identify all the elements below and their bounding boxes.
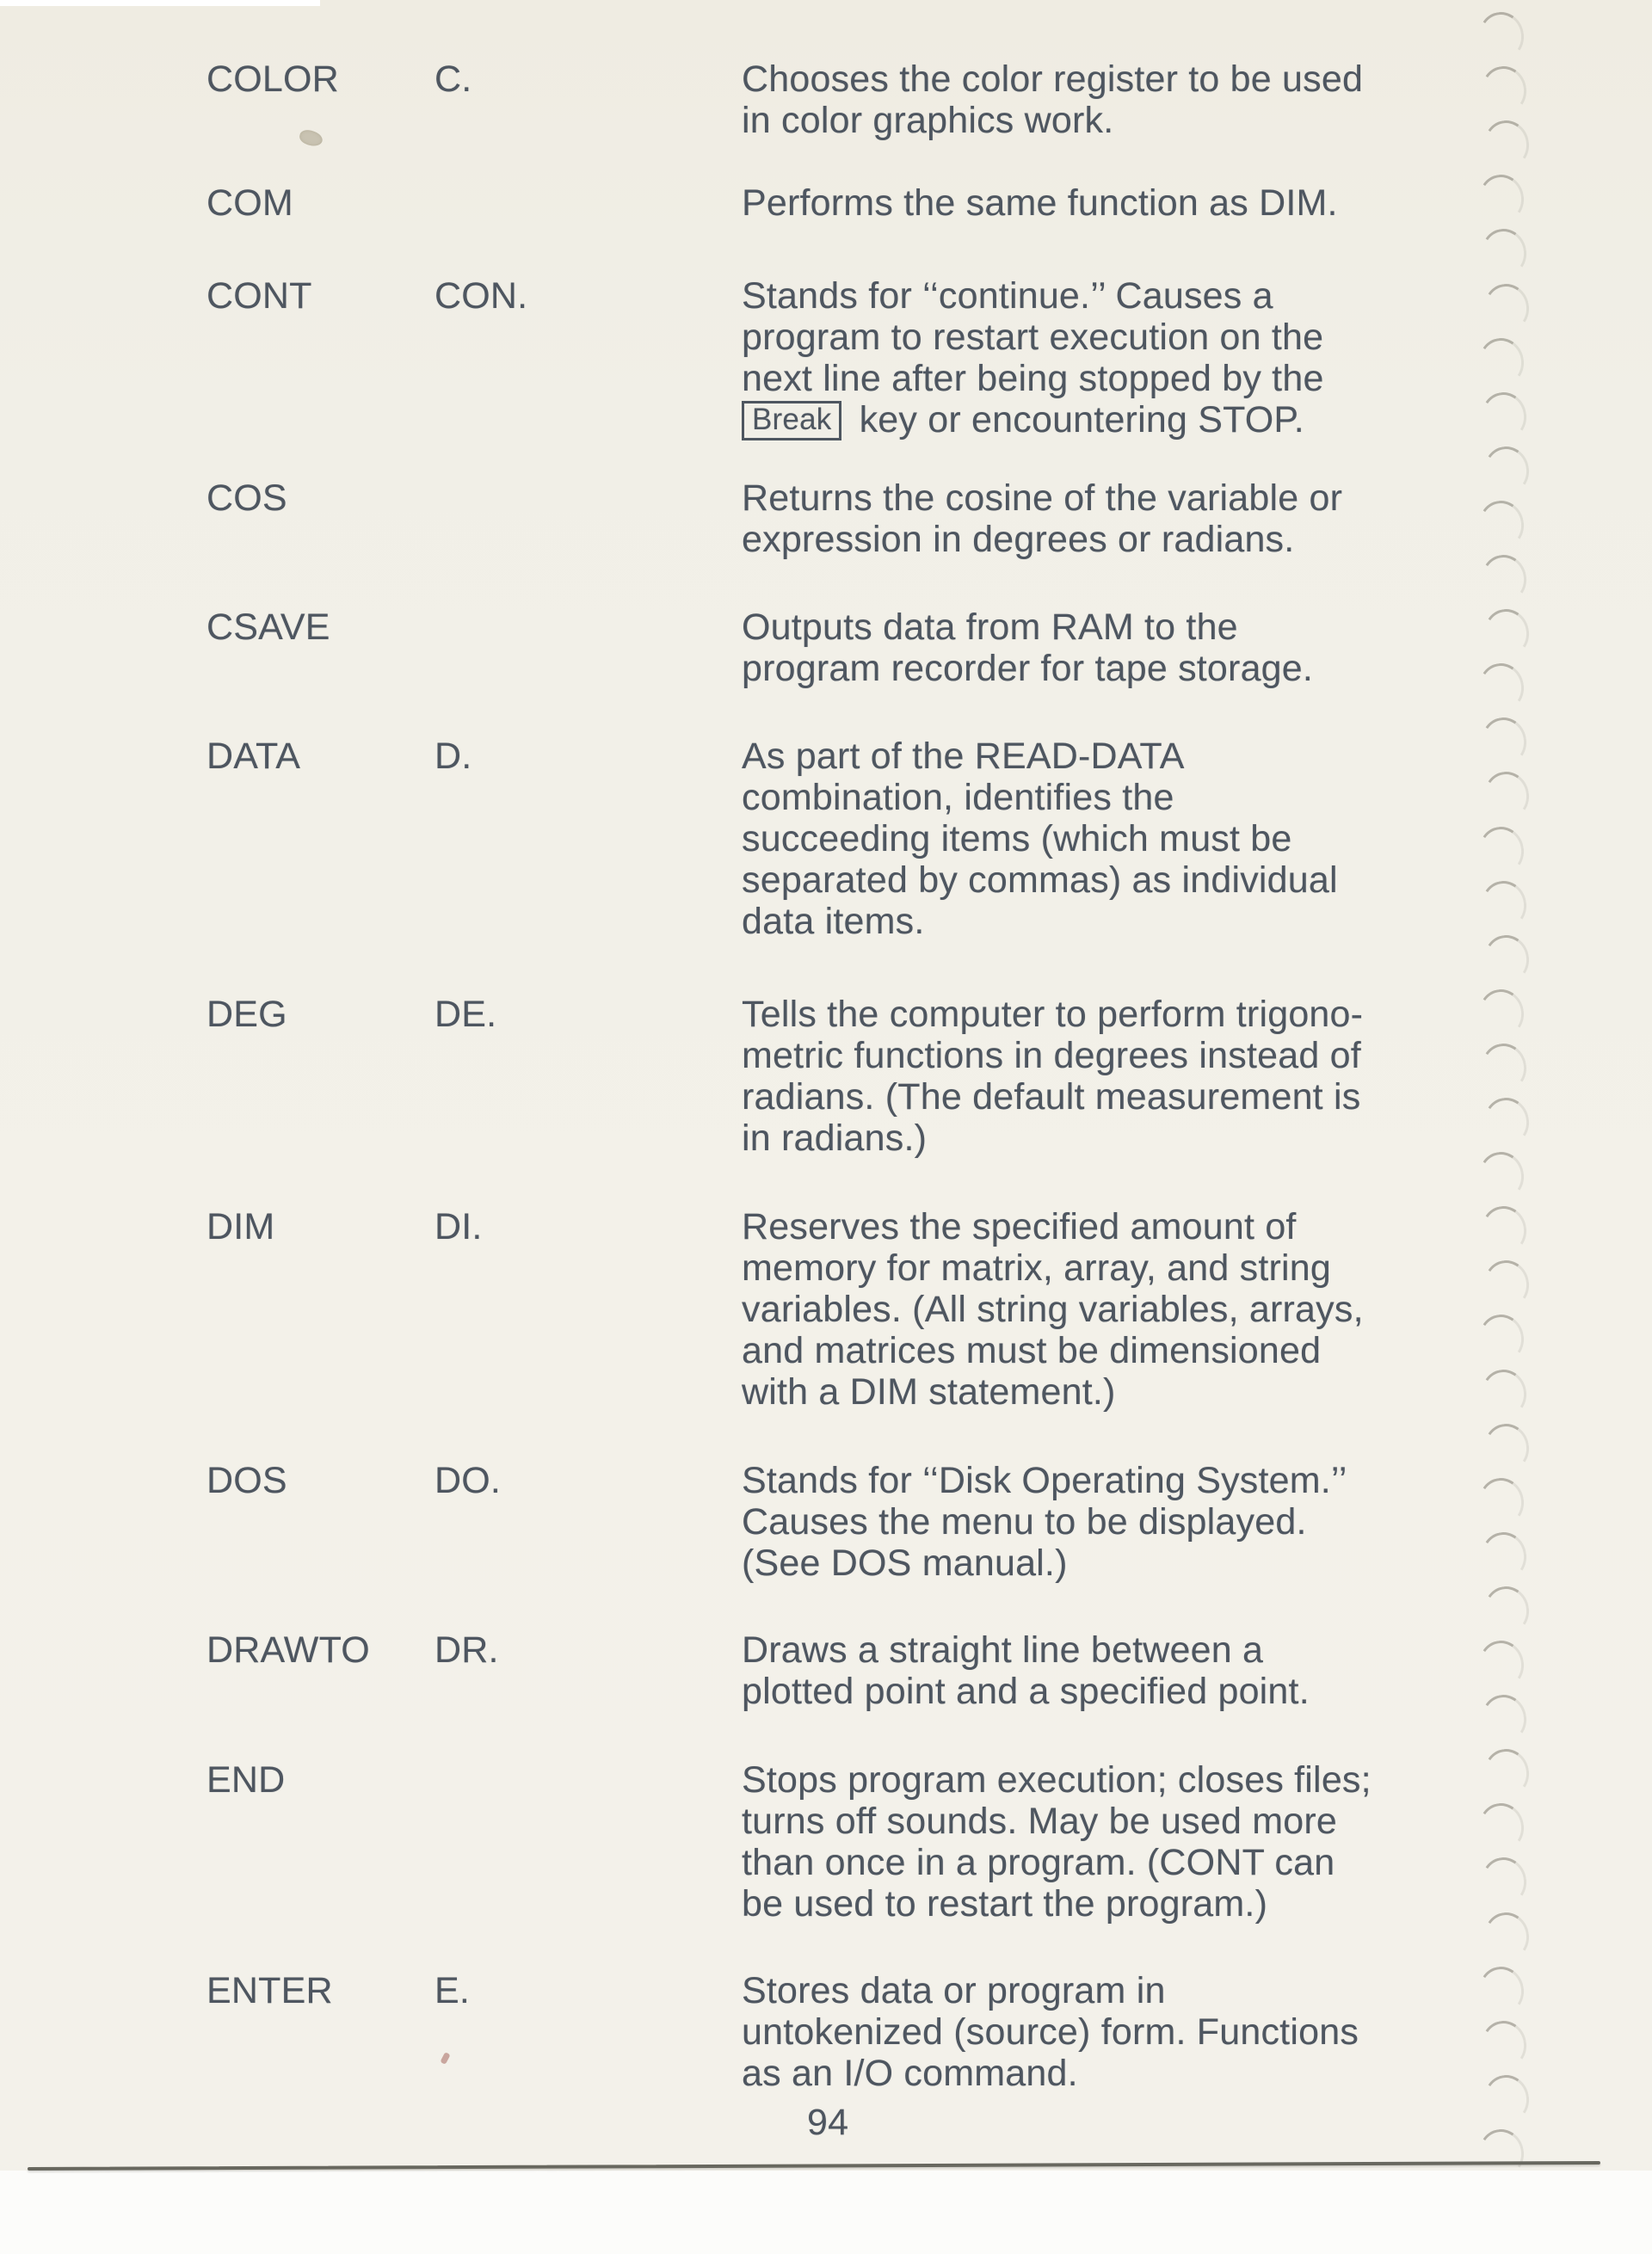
spiral-binding-hole xyxy=(1478,1691,1531,1746)
command-name: DRAWTO xyxy=(206,1629,370,1671)
spiral-binding-hole xyxy=(1481,1094,1533,1149)
command-description-line: succeeding items (which must be xyxy=(742,818,1292,859)
spiral-binding-hole xyxy=(1481,1583,1533,1638)
spiral-binding-hole xyxy=(1481,280,1533,335)
scan-edge-sliver xyxy=(0,0,320,6)
paper-speck xyxy=(440,2052,450,2065)
spiral-binding-hole xyxy=(1481,768,1533,823)
spiral-binding-hole xyxy=(1476,1637,1528,1692)
command-description-line: next line after being stopped by the xyxy=(742,358,1324,399)
spiral-binding-hole xyxy=(1476,1475,1528,1530)
command-abbreviation: DE. xyxy=(435,994,497,1035)
command-description-line: Stops program execution; closes files; xyxy=(742,1759,1372,1801)
spiral-binding-hole xyxy=(1476,497,1528,552)
command-abbreviation: DR. xyxy=(435,1629,499,1671)
command-abbreviation: DO. xyxy=(435,1460,502,1501)
command-description-line: Tells the computer to perform trigono- xyxy=(742,994,1364,1035)
spiral-binding-hole xyxy=(1478,1203,1531,1258)
spiral-binding-hole xyxy=(1478,1040,1531,1095)
spiral-binding-hole xyxy=(1481,443,1533,498)
spiral-binding-hole xyxy=(1478,551,1531,607)
command-description-line: Stands for ‘‘Disk Operating System.’’ xyxy=(742,1460,1347,1501)
spiral-binding-hole xyxy=(1476,1963,1528,2018)
command-description-line: memory for matrix, array, and string xyxy=(742,1247,1332,1289)
command-name: COS xyxy=(206,477,287,519)
spiral-binding-hole xyxy=(1476,1311,1528,1366)
spiral-binding-hole xyxy=(1476,1800,1528,1855)
spiral-binding-hole xyxy=(1481,606,1533,661)
command-description-line: As part of the READ-DATA xyxy=(742,736,1185,777)
command-abbreviation: C. xyxy=(435,59,472,100)
break-key: Break xyxy=(742,401,841,440)
command-description-line: (See DOS manual.) xyxy=(742,1543,1068,1584)
spiral-binding-hole xyxy=(1476,986,1528,1041)
command-description-line: Stores data or program in xyxy=(742,1970,1166,2011)
page-bottom-background xyxy=(0,2171,1652,2254)
spiral-binding-hole xyxy=(1476,1149,1528,1204)
command-description-line: variables. (All string variables, arrays, xyxy=(742,1289,1364,1330)
command-description-line: be used to restart the program.) xyxy=(742,1883,1268,1925)
spiral-binding-hole xyxy=(1478,389,1531,444)
spiral-binding-hole xyxy=(1476,335,1528,390)
command-description-line: turns off sounds. May be used more xyxy=(742,1801,1337,1842)
paper-smudge xyxy=(298,128,324,148)
command-description-line: as an I/O command. xyxy=(742,2053,1078,2094)
spiral-binding-hole xyxy=(1481,117,1533,172)
command-description-line: in radians.) xyxy=(742,1118,928,1159)
command-description-line: Performs the same function as DIM. xyxy=(742,182,1338,224)
command-name: CONT xyxy=(206,275,312,317)
spiral-binding-hole xyxy=(1478,1529,1531,1584)
command-description-line: metric functions in degrees instead of xyxy=(742,1035,1361,1076)
spiral-binding-hole xyxy=(1481,2072,1533,2127)
command-description-line: radians. (The default measurement is xyxy=(742,1076,1361,1118)
command-description-line: program to restart execution on the xyxy=(742,317,1324,358)
command-name: COLOR xyxy=(206,59,339,100)
command-description-line: combination, identifies the xyxy=(742,777,1174,818)
command-name: DATA xyxy=(206,736,301,777)
command-name: END xyxy=(206,1759,286,1801)
spiral-binding-hole xyxy=(1476,171,1528,226)
command-description-line: separated by commas) as individual xyxy=(742,859,1338,901)
spiral-binding-hole xyxy=(1476,822,1528,878)
command-description-line: with a DIM statement.) xyxy=(742,1371,1116,1413)
command-description-line: untokenized (source) form. Functions xyxy=(742,2011,1359,2053)
command-description-line: Stands for ‘‘continue.’’ Causes a xyxy=(742,275,1273,317)
command-description-line: Causes the menu to be displayed. xyxy=(742,1501,1307,1543)
command-abbreviation: DI. xyxy=(435,1206,483,1247)
command-description-line: Break key or encountering STOP. xyxy=(742,399,1304,440)
spiral-binding-hole xyxy=(1476,660,1528,715)
spiral-binding-hole xyxy=(1478,63,1531,118)
command-abbreviation: D. xyxy=(435,736,472,777)
command-name: DOS xyxy=(206,1460,287,1501)
command-description-line: expression in degrees or radians. xyxy=(742,519,1295,560)
spiral-binding-hole xyxy=(1481,1420,1533,1475)
command-name: COM xyxy=(206,182,293,224)
spiral-binding-hole xyxy=(1478,1365,1531,1420)
command-description-line: than once in a program. (CONT can xyxy=(742,1842,1335,1883)
spiral-binding-hole xyxy=(1481,932,1533,987)
command-name: CSAVE xyxy=(206,607,330,648)
command-description-line: Returns the cosine of the variable or xyxy=(742,477,1343,519)
command-abbreviation: E. xyxy=(435,1970,471,2011)
command-description-line: Draws a straight line between a xyxy=(742,1629,1264,1671)
spiral-binding-hole xyxy=(1478,714,1531,769)
command-name: DEG xyxy=(206,994,287,1035)
command-description-line: plotted point and a specified point. xyxy=(742,1671,1310,1712)
page-number: 94 xyxy=(807,2102,849,2143)
spiral-binding-hole xyxy=(1481,1908,1533,1963)
spiral-binding-hole xyxy=(1478,1854,1531,1909)
spiral-binding-hole xyxy=(1478,225,1531,280)
command-name: DIM xyxy=(206,1206,275,1247)
command-description-line: in color graphics work. xyxy=(742,100,1114,141)
spiral-binding-hole xyxy=(1478,878,1531,933)
spiral-binding-hole xyxy=(1481,1257,1533,1312)
command-description-line: program recorder for tape storage. xyxy=(742,648,1314,689)
command-description-line: Reserves the specified amount of xyxy=(742,1206,1297,1247)
command-description-line: Outputs data from RAM to the xyxy=(742,607,1238,648)
spiral-binding-hole xyxy=(1481,1746,1533,1801)
page-bottom-edge xyxy=(28,2161,1600,2171)
command-description-line: Chooses the color register to be used xyxy=(742,59,1364,100)
command-name: ENTER xyxy=(206,1970,333,2011)
command-description-line: data items. xyxy=(742,901,925,942)
command-description-line: and matrices must be dimensioned xyxy=(742,1330,1322,1371)
spiral-binding-hole xyxy=(1478,2017,1531,2072)
spiral-binding-hole xyxy=(1476,9,1528,64)
command-abbreviation: CON. xyxy=(435,275,528,317)
